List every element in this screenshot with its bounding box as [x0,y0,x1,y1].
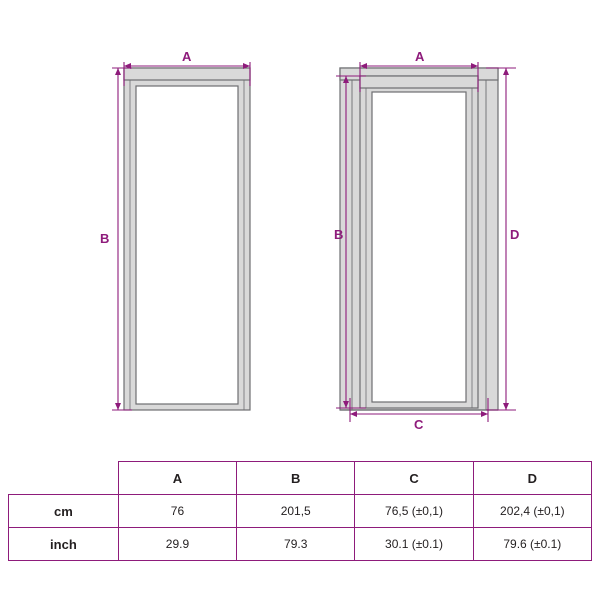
door-frame-front-view [124,68,250,410]
row-unit-cm: cm [9,495,119,528]
door-frame-installed-view [340,68,498,410]
table-col-b: B [237,462,355,495]
table-header-row [9,462,592,495]
table-row [9,495,592,528]
cell-cm-d: 202,4 (±0,1) [473,495,591,528]
table-col-d: D [473,462,591,495]
dimensions-table [8,461,592,561]
table-row [9,528,592,561]
installed-width-bottom-label: C [414,417,424,432]
cell-inch-a: 29.9 [118,528,236,561]
cell-cm-c: 76,5 (±0,1) [355,495,473,528]
front-height-label: B [100,231,110,246]
table-col-c: C [355,462,473,495]
cell-inch-d: 79.6 (±0.1) [473,528,591,561]
cell-inch-c: 30.1 (±0.1) [355,528,473,561]
front-width-label: A [182,49,192,64]
installed-height-inner-label: B [334,227,344,242]
installed-width-top-label: A [415,49,425,64]
row-unit-inch: inch [9,528,119,561]
cell-inch-b: 79.3 [237,528,355,561]
cell-cm-a: 76 [118,495,236,528]
table-corner-cell [9,462,119,495]
table-col-a: A [118,462,236,495]
installed-height-outer-label: D [510,227,520,242]
cell-cm-b: 201,5 [237,495,355,528]
